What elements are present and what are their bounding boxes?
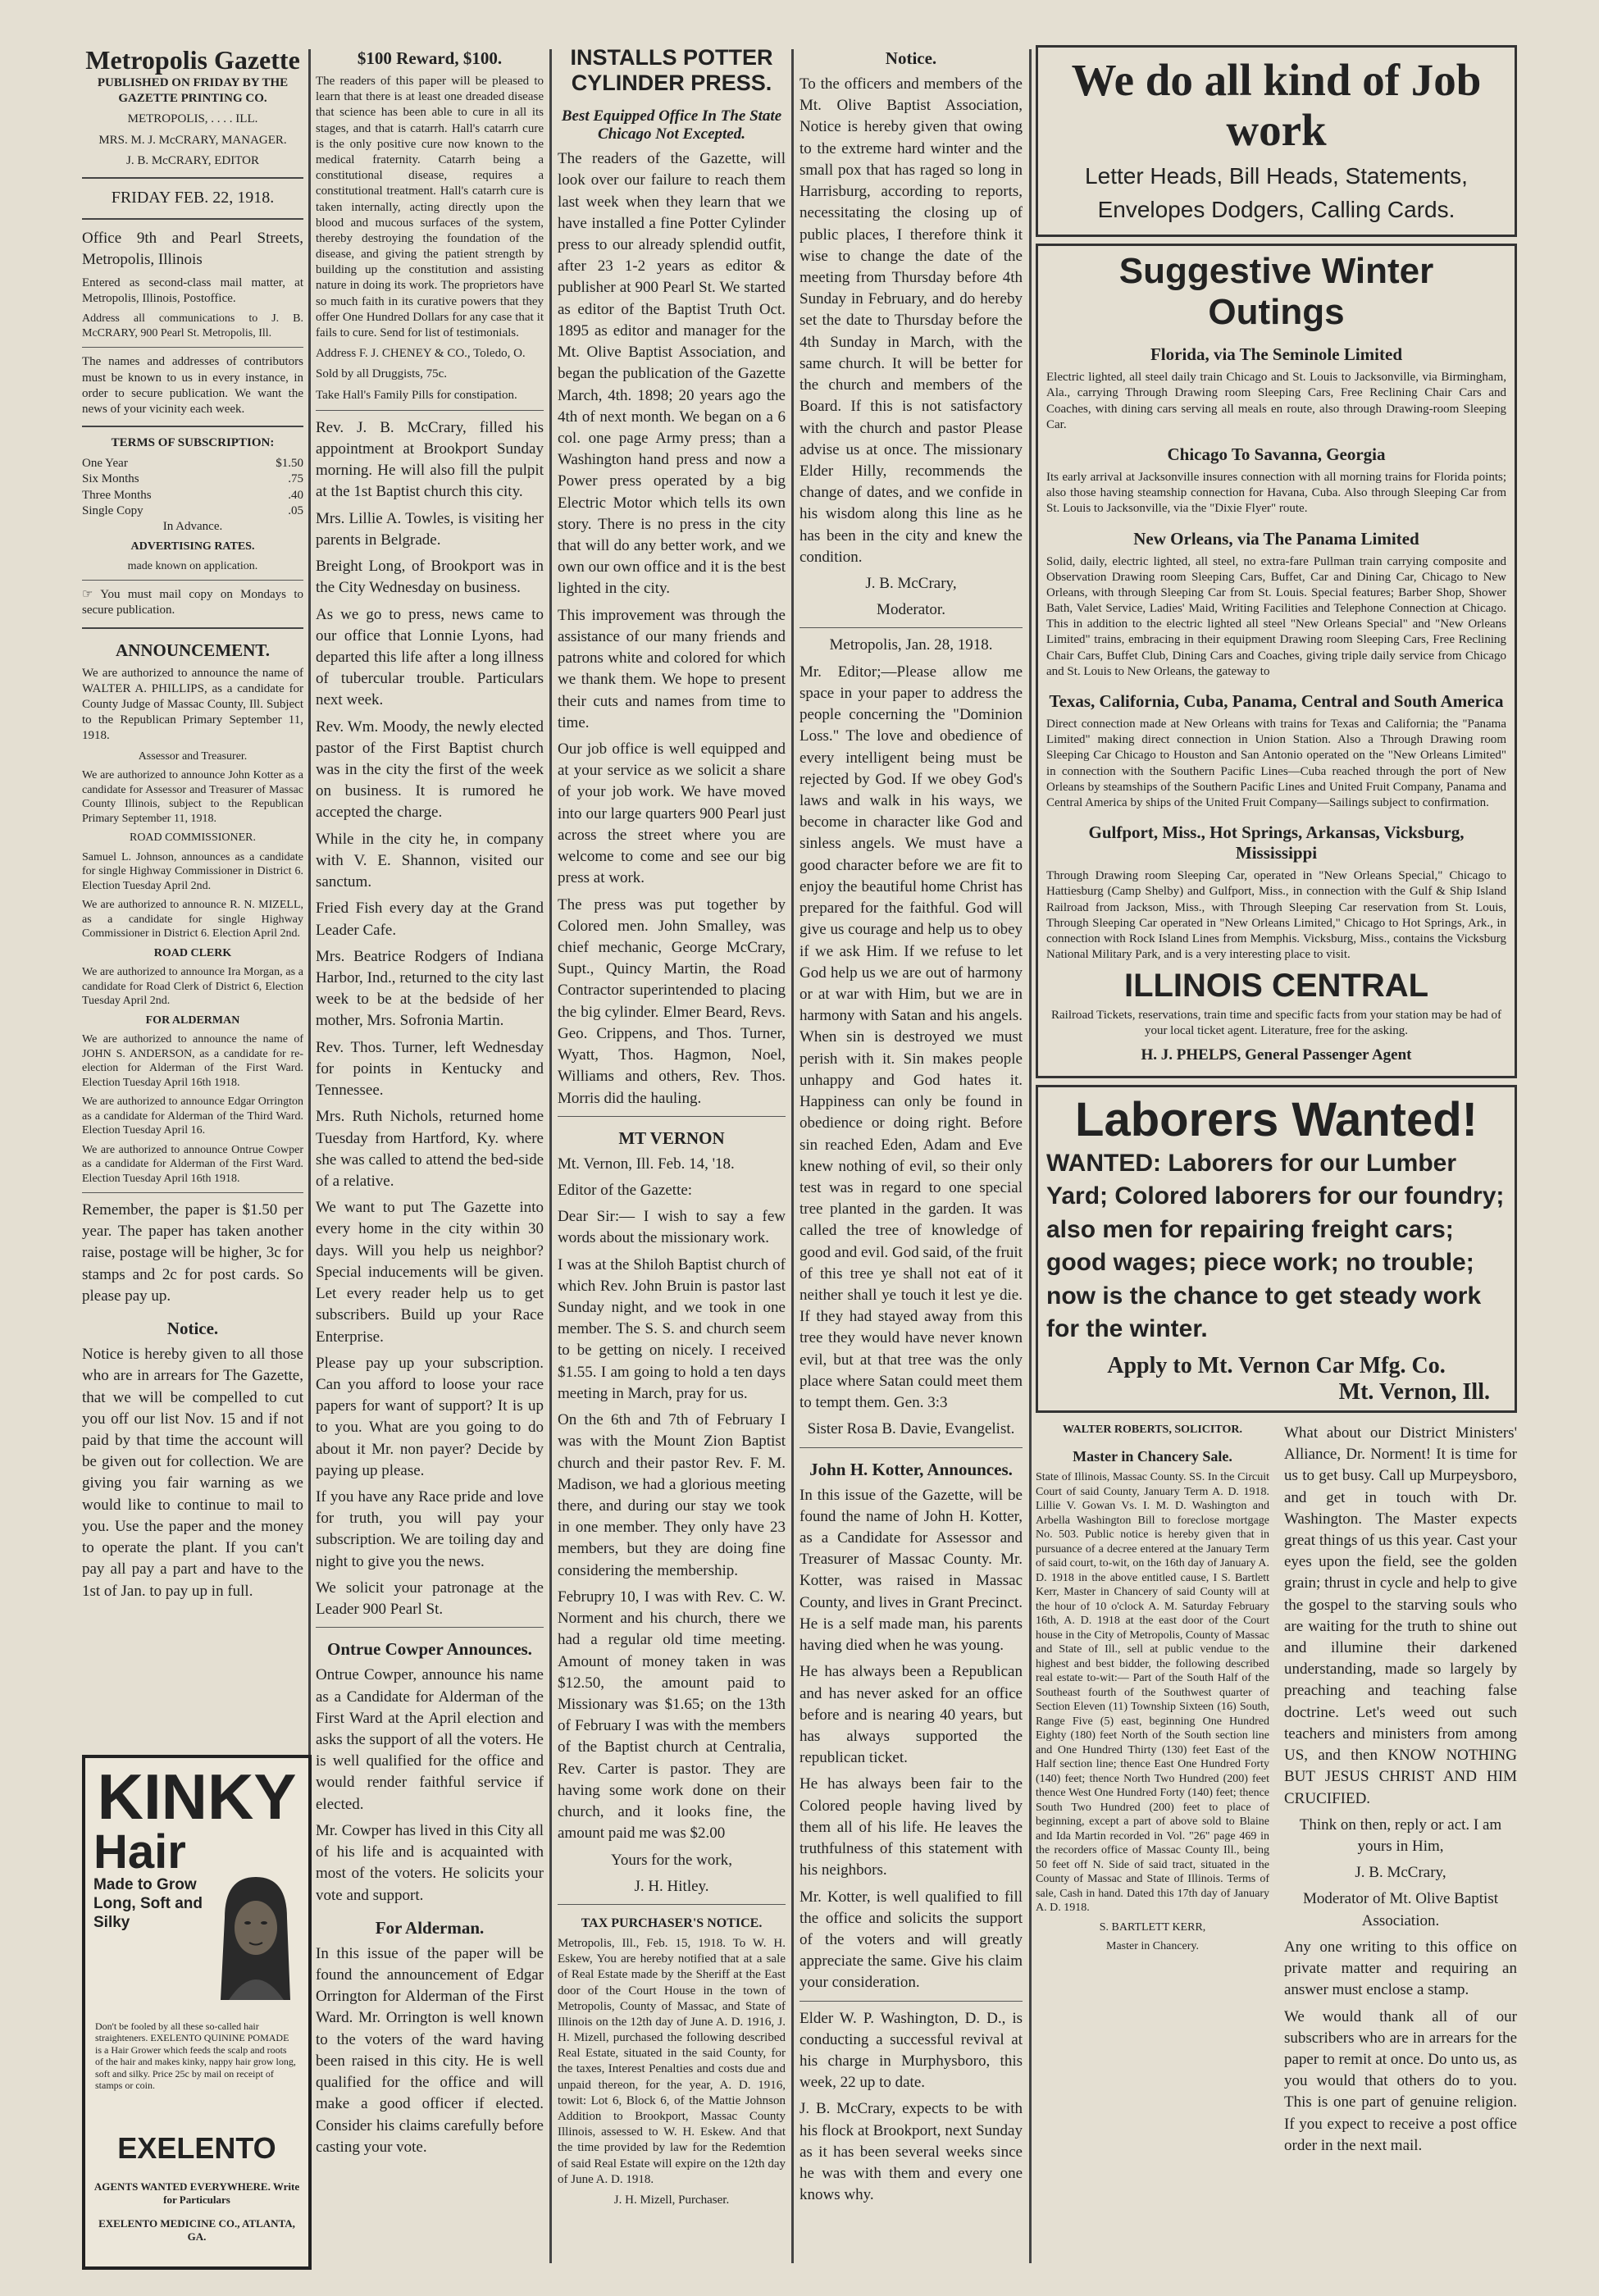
kinky-brand: EXELENTO (117, 2131, 276, 2165)
ministers-signer: J. B. McCrary, (1355, 1864, 1446, 1882)
divider (82, 426, 303, 427)
local-news: Mrs. Beatrice Rodgers of Indiana Harbor, Ind., returned to the city last week to be at the bedside of her mother, Mrs. Sofronia Martin. (316, 947, 544, 1030)
column-rule (549, 49, 552, 2263)
terms-row (82, 472, 303, 487)
woman-portrait-icon (208, 1869, 303, 2008)
cowper-text: Mr. Cowper has lived in this City all of his life and is acquainted with most of the voters. He solicits your vote and support. (316, 1821, 544, 1904)
notice-signer: J. B. McCrary, (865, 575, 957, 593)
notice-heading: Notice. (885, 48, 937, 68)
place: METROPOLIS, . . . . ILL. (127, 112, 258, 126)
terms-label: Three Months (82, 488, 152, 502)
local-news: Fried Fish every day at the Grand Leader Cafe. (316, 900, 544, 939)
vernon-date: Mt. Vernon, Ill. Feb. 14, '18. (558, 1155, 735, 1173)
local-news: As we go to press, news came to our office that Lonnie Lyons, had departed this life after a long illness of tubercular trouble. Particulars next week. (316, 605, 544, 709)
florida-heading: Florida, via The Seminole Limited (1150, 344, 1403, 365)
master-text: State of Illinois, Massac County. SS. In the Circuit Court of said County, January Term A. D. 1918. Lillie V. Gowan Vs. I. M. D. Washington and Arbella Washington Bill to foreclose mortgage No. 503. Public notice is hereby given that in pursuance of a decree entered at the January Term of said court, to-wit, on the 16th day of January A. D. 1918 in the above entitled cause, I S. Bartlett Kerr, Master in Chancery of said County will at the hour of 10 o'clock A. M. Saturday February 16th, A. D. 1918 at the east door of the Court house in the City of Metropolis, County of Massac and State of Ill., sell at public vendue to the highest and best bidder, the following described real estate to-wit:— Part of the South Half of the Southeast fourth of the Southwest quarter of Section Eleven (11) Township Sixteen (16) South, Range Five (5) east, beginning One Hundred Eighty (180) feet North of the South section line and One Hundred Thirty (130) feet East of the Half section line; thence East One Hundred Forty (140) feet; thence North Two Hundred (200) feet thence West One Hundred Forty (140) feet; thence South Two Hundred (200) feet to place of beginning, except a part of above sold to Blaine and Ida Martin recorded in Vol. "26" page 469 in the recorders office of Massac County Ill., being 50 feet off N. Side of said tract, situated in the County of Massac and State of Illinois. Terms of sale, Cash in hand. Dated this 17th day of January A. D. 1918. (1036, 1471, 1269, 1915)
vernon-signer: J. H. Hitley. (634, 1877, 709, 1895)
local-news: While in the city he, in company with V. E. Shannon, visited our sanctum. (316, 830, 544, 891)
reward-heading: $100 Reward, $100. (357, 48, 503, 68)
kinky-hair-ad (82, 1755, 312, 2270)
vernon-text: Februpry 10, I was with Rev. C. W. Norment and his church, there we had a regular old time meeting. Amount of money taken in was $12.50, the amount paid to Missionary was $1.65; on the 13th of February I was with the members of the Baptist church at Centralia, Rev. Carter is pastor. They are having some work done on their church, and it looks fine, the amount paid me was $2.00 (558, 1588, 786, 1843)
terms-list (82, 456, 303, 519)
savanna-heading: Chicago To Savanna, Georgia (1167, 444, 1386, 464)
column-3 (558, 45, 786, 2213)
kotter-text: He has always been a Republican and has never asked for an office before and is nearing 40 years, but has always supported the republican ticket. (800, 1663, 1023, 1767)
florida-text: Electric lighted, all steel daily train Chicago and St. Louis to Jacksonville, via Birmingham, Ala., carrying Through Drawing room Sleeping Cars, Free Reclining Chair Cars and Coaches, with dining cars serving all meals en route, also through Drawing-room Sleeping Car. (1046, 371, 1506, 431)
illinois-central-ad (1036, 244, 1517, 1078)
copy-notice (82, 587, 303, 618)
kotter-text: He has always been fair to the Colored people having lived by them all of his life. He leaves the truthfulness of this statement with his neighbors. (800, 1775, 1023, 1879)
laborers-apply: Apply to Mt. Vernon Car Mfg. Co. (1107, 1352, 1446, 1378)
notice-heading: Notice. (166, 1319, 219, 1339)
local-news: Rev. Wm. Moody, the newly elected pastor of the First Baptist church was in the city the first of the week on business. It is rumored he accepted the charge. (316, 718, 544, 822)
column-rule (791, 49, 794, 2263)
local-news: If you have any Race pride and love for truth, you will pay your subscription. We are toiling day and night to give you the news. (316, 1488, 544, 1570)
job-work-ad (1036, 45, 1517, 237)
divider (82, 177, 303, 179)
illinois-central-text: Railroad Tickets, reservations, train time and specific facts from your station may be had of your local ticket agent. Literature, free for the asking. (1050, 1009, 1502, 1038)
alderman-text: In this issue of the paper will be found the announcement of Edgar Orrington for Alderman of the First Ward. Mr. Orrington is well known to the voters of the ward having been raised in this city. He is well qualified for the office and will make a good officer if elected. Consider his claims carefully before casting your vote. (316, 1944, 544, 2156)
divider (82, 218, 303, 220)
divider (800, 2001, 1023, 2002)
master-signer: S. BARTLETT KERR, (1099, 1920, 1206, 1934)
gulf-heading: Gulfport, Miss., Hot Springs, Arkansas, Vicksburg, Mississippi (1088, 822, 1465, 863)
issue-date: FRIDAY FEB. 22, 1918. (111, 188, 275, 207)
ministers-text: What about our District Ministers' Alliance, Dr. Norment! It is time for us to get busy. Call up Murpeysboro, and get in touch with Dr. Washington. The Master expects great things of us this year. Cast your eyes upon the field, see the golden grain; thrust in cycle and help to give the gospel to the starving souls who are waiting for the truth to shine out and illumine their darkened understanding, made so largely by preaching and teaching false doctrine. Let's weed out such teachers and ministers from among US, and then KNOW NOTHING BUT JESUS CHRIST AND HIM CRUCIFIED. (1284, 1424, 1517, 1807)
local-news: Rev. J. B. McCrary, filled his appointment at Brookport Sunday morning. He will also fill the pulpit at the 1st Baptist church this city. (316, 418, 544, 501)
solicitor: WALTER ROBERTS, SOLICITOR. (1063, 1423, 1242, 1436)
pointing-hand-icon: ☞ (82, 588, 101, 602)
cowper-heading: Ontrue Cowper Announces. (327, 1639, 532, 1660)
terms-heading: TERMS OF SUBSCRIPTION: (111, 436, 275, 450)
kinky-agents: AGENTS WANTED EVERYWHERE. Write for Particulars (93, 2180, 300, 2207)
press-subheading: Best Equipped Office In The State Chicago Not Excepted. (561, 107, 782, 144)
master-heading: Master in Chancery Sale. (1073, 1448, 1232, 1465)
tax-sign: J. H. Mizell, Purchaser. (613, 2193, 730, 2207)
letter-date: Metropolis, Jan. 28, 1918. (829, 636, 993, 654)
job-work-list: Letter Heads, Bill Heads, Statements, Envelopes Dodgers, Calling Cards. (1085, 163, 1468, 222)
laborers-place: Mt. Vernon, Ill. (1338, 1378, 1490, 1405)
terms-price: .40 (288, 488, 303, 502)
job-work-title: We do all kind of Job work (1071, 55, 1482, 155)
alderman-anderson: We are authorized to announce the name of JOHN S. ANDERSON, as a candidate for re-election for Alderman of the First Ward. Election Tuesday April 16th 1918. (82, 1033, 303, 1089)
kinky-body: Don't be fooled by all these so-called hair straighteners. EXELENTO QUININE POMADE is a Hair Grower which feeds the scalp and roots of the hair and makes kinky, nappy hair grow long, soft and silky. Price 25c by mail on receipt of stamps or coin. (95, 2020, 296, 2091)
published-by: PUBLISHED ON FRIDAY BY THE GAZETTE PRINTING CO. (97, 76, 289, 106)
gulf-text: Through Drawing room Sleeping Car, operated in "New Orleans Special," Chicago to Hattiesburg (Camp Shelby) and Gulfport, Miss., in connection with the Gulf & Ship Island Railroad from Jackson, Miss., with Through Sleeping Car reservation from St. Louis, Through Sleeping Car operated in "New Orleans Limited," Chicago to Hot Springs, Ark., in connection with Rock Island Lines from Memphis. Vicksburg, Miss., contains the Vicksburg National Military Park, and is a very interesting place to visit. (1046, 869, 1506, 962)
divider (800, 1447, 1023, 1448)
laborers-text: WANTED: Laborers for our Lumber Yard; Colored laborers for our foundry; also men for repairing freight cars; good wages; piece work; no trouble; now is the chance to get steady work for the winter. (1046, 1149, 1505, 1343)
letter-text: Mr. Editor;—Please allow me space in your paper to address the people concerning the "Dominion Loss." The love and obedience of every intelligent being must be rejected by God. If we obey God's laws and walk in his ways, we become in character like God and sinless angels. We must have a good character before we are fit to enjoy the beautiful home Christ has prepared for the faithful. God will give us courage and help us to obey if we ask Him. If we refuse to let God help us we are out of harmony or at war with Him, but we are in harmony with Satan and his angels. When sin is destroyed we must perish with it. Sin makes people unhappy and God hates it. Happiness can only be found in obedience or doing right. Before sin reached Eden, Adam and Eve knew nothing of evil, so their only test was in regard to one special tree planted in the garden. It was called the tree of knowledge of good and evil. God said, of the fruit of this tree ye shall not eat of it neither shall ye touch it lest ye die. If they had stayed away from this tree they would have never known evil, but at that tree was the only place where Satan could meet them to tempt them. Gen. 3:3 (800, 663, 1023, 1412)
local-news: Rev. Thos. Turner, left Wednesday for points in Kentucky and Tennessee. (316, 1038, 544, 1100)
divider (316, 1627, 544, 1628)
press-text: Our job office is well equipped and at your service as we solicit a share of your job work. We have moved into our large quarters 900 Pearl just across the street where you are welcome to come and see our big press at work. (558, 740, 786, 887)
ministers-arrears: We would thank all of our subscribers who are in arrears for the paper to remit at once. Do unto us, as you would that others do to you. This is one part of genuine religion. If you expect to receive a post office order in the next mail. (1284, 2007, 1517, 2154)
divider (800, 627, 1023, 628)
terms-label: Six Months (82, 472, 139, 486)
local-news: Breight Long, of Brookport was in the City Wednesday on business. (316, 558, 544, 597)
alderman-edgar: We are authorized to announce Edgar Orrington as a candidate for Alderman of the Third Ward. Election Tuesday April 16. (82, 1096, 303, 1137)
local-news: We solicit your patronage at the Leader 900 Pearl St. (316, 1578, 544, 1619)
column-rule (1029, 49, 1032, 2263)
local-news: Please pay up your subscription. Can you afford to loose your race papers for want of support? It is up to you. What are you going to do about it Mr. non payer? Decide by paying up please. (316, 1354, 544, 1479)
tax-text: Metropolis, Ill., Feb. 15, 1918. To W. H. Eskew, You are hereby notified that at a sale of Real Estate made by the Sheriff at the East door of the Court House in the town of Metropolis, County of Massac, and State of Illinois on the 12th day of June A. D. 1916, J. H. Mizell, purchased the following described Real Estate, situated in the said County, for the taxes, Interest Penalties and costs due and unpaid thereon, for the year, A. D. 1916, towit: Lot 6, Block 6, of the Mattie Johnson Addition to Brookport, Massac County Illinois, assessed to W. H. Eskew. And that the time provided by law for the Redemtion of said Real Estate will expire on the 12th day of June A. D. 1918. (558, 1936, 786, 2186)
illinois-central-agent: H. J. PHELPS, General Passenger Agent (1141, 1046, 1412, 1064)
alderman-cowper: We are authorized to announce Ontrue Cowper as a candidate for Alderman of the First Ward. Election Tuesday April 16th 1918. (82, 1143, 303, 1185)
terms-label: Single Copy (82, 503, 144, 517)
road-johnson: Samuel L. Johnson, announces as a candidate for single Highway Commissioner in District 6. Election Tuesday April 2nd. (82, 850, 303, 892)
divider (316, 410, 544, 411)
kinky-hair: Hair (93, 1825, 186, 1879)
reward-sold: Sold by all Druggists, 75c. (316, 367, 447, 381)
announcement-heading: ANNOUNCEMENT. (115, 640, 271, 660)
advertising-heading: ADVERTISING RATES. (130, 540, 255, 554)
orleans-text: Solid, daily, electric lighted, all steel, no extra-fare Pullman train carrying composite and Observation Drawing room Sleeping Cars, Buffet, Car and Dining Car, Chicago to New Orleans, with through Sleeping Car from St. Louis. Special features; Barber Shop, Shower Bath, Valet Service, Ladies' Maid, Writing Facilities and Telephone Connection at Chicago. This in addition to the electric lighted all steel "New Orleans Special" and "New Orleans Limited" trains, embracing in their equipment Drawing room Sleeping Cars, Free Reclining Chair Cars, Buffet Club, Dining Cars and Coaches, giving triple daily service from Chicago and St. Louis to New Orleans, the gateway to (1046, 554, 1506, 678)
assessor-heading: Assessor and Treasurer. (138, 749, 248, 763)
ministers-note (1284, 1423, 1517, 2162)
cowper-text: Ontrue Cowper, announce his name as a Candidate for Alderman of the First Ward at the April election and asks the support of all the voters. He is well qualified for the office and would render faithful service if elected. (316, 1666, 544, 1813)
washington-text: Elder W. P. Washington, D. D., is conducting a successful revival at his charge in Murphysboro, this week, 22 up to date. (800, 2009, 1023, 2092)
column-2 (316, 45, 544, 2163)
divider (82, 627, 303, 629)
reward-address: Address F. J. CHENEY & CO., Toledo, O. (316, 347, 526, 361)
divider (558, 1904, 786, 1905)
savanna-text: Its early arrival at Jacksonville insures connection with all morning trains for Florida points; also those having steamship connection for Havana, Cuba. Also through Sleeping Car from St. Louis to Jacksonville, via the "Dixie Flyer" route. (1046, 470, 1506, 516)
column-1 (82, 45, 303, 1607)
notice-title: Moderator. (877, 601, 945, 619)
laborers-heading: Laborers Wanted! (1075, 1092, 1478, 1146)
terms-row (82, 488, 303, 503)
road-heading: ROAD COMMISSIONER. (129, 831, 257, 845)
local-news: Mrs. Ruth Nichols, returned home Tuesday from Hartford, Ky. where she was called to attend the bed-side of a relative. (316, 1108, 544, 1190)
kinky-company: EXELENTO MEDICINE CO., ATLANTA, GA. (98, 2217, 295, 2244)
press-text: The press was put together by Colored men. John Smalley, was chief mechanic, George McCrary, Supt., Quincy Martin, the Road Contractor superintended to placing the big cylinder. Elmer Beard, Revs. Geo. Crippens, and Thos. Turner, Wyatt, Thos. Hagmon, Noel, Williams and others, Rev. Thos. Morris did the hauling. (558, 895, 786, 1107)
terms-price: .05 (288, 503, 303, 517)
kotter-text: Mr. Kotter, is well qualified to fill the office and solicits the support of the voters and will greatly appreciate the same. Give his claim your consideration. (800, 1888, 1023, 1992)
laborers-ad (1036, 1085, 1517, 1413)
terms-row (82, 456, 303, 472)
local-news: We want to put The Gazette into every home in the city within 30 days. Will you help us neighbor? Special inducements will be given. Let every reader help us to get subscribers. Build up your Race Enterprise. (316, 1199, 544, 1346)
texas-heading: Texas, California, Cuba, Panama, Central and South America (1049, 691, 1504, 711)
clerk-heading: ROAD CLERK (153, 946, 232, 959)
announce-judge: We are authorized to announce the name of WALTER A. PHILLIPS, as a candidate for County Judge of Massac County, Ill. Subject to the Republican Primary September 11, 1918. (82, 666, 303, 743)
editor: J. B. McCRARY, EDITOR (126, 153, 259, 167)
advertising-text: made known on application. (127, 559, 258, 572)
assessor-text: We are authorized to announce John Kotter as a candidate for Assessor and Treasurer of Massac County Illinois, subject to the Republican Primary September 11, 1918. (82, 769, 303, 825)
kinky-title: KINKY (97, 1761, 297, 1833)
in-advance: In Advance. (162, 520, 223, 534)
notice-text: Notice is hereby given to all those who are in arrears for The Gazette, that we will be compelled to cut you off our list Nov. 15 and if not paid by that time the account will be given out for collection. We are giving you fair warning as we would like to continue to mail to you. Use the paper and the money to operate the plant. If you can't pay all pay a part and have to the 1st of Jan. to pay up in full. (82, 1346, 303, 1600)
terms-price: .75 (288, 472, 303, 486)
tax-heading: TAX PURCHASER'S NOTICE. (581, 1916, 763, 1930)
letter-sign: Sister Rosa B. Davie, Evangelist. (807, 1420, 1015, 1438)
vernon-text: On the 6th and 7th of February I was with the Mount Zion Baptist church and their pastor Rev. F. M. Madison, we had a glorious meeting there, and during our stay we took in one member. They only have 23 members, but they are doing fine considering the membership. (558, 1411, 786, 1579)
column-5 (1036, 45, 1517, 2162)
alderman-heading: FOR ALDERMAN (145, 1014, 240, 1027)
column-4 (800, 45, 1023, 2212)
kinky-made: Made to Grow Long, Soft and Silky (93, 1876, 203, 1931)
press-text: The readers of the Gazette, will look over our failure to reach them last week when they learn that we have installed a fine Potter Cylinder press to our already splendid outfit, after 23 1-2 years as editor & publisher at 900 Pearl St. We started as editor of the Baptist Truth Oct. 1895 as editor and manager for the Mt. Olive Baptist Association, and began the publication of the Gazette March, 4th. 1898; 20 years ago the 4th of next month. We began on a 6 col. one page Army press; than a Washington hand press and now a Power press operated by a big Electric Motor which tells its own story. There is no press in the city that will do any better work, and we own our own office and it is the best lighted in the city. (558, 150, 786, 598)
notice-text: To the officers and members of the Mt. Olive Baptist Association, Notice is hereby given that owing to the extreme hard winter and the small pox that has raged so long in Harrisburg, according to reports, necessitating the closing up of public places, I therefore think it wise to change the date of the meeting from Thursday before 4th Sunday in February, and do hereby set the date to Thursday before the 4th Sunday in March, with the same church. It will be better for the church and members of the Board. If this is not satisfactory with the church and pastor Please advise us at once. The missionary Elder Hilly, recommends the change of dates, and we confide in his wisdom along this line as he has been in the city and knew the condition. (800, 75, 1023, 566)
mccrary-text: J. B. McCrary, expects to be with his flock at Brookport, next Sunday as it has been several weeks since he was with them and every one knows why. (800, 2100, 1023, 2204)
ministers-stamp: Any one writing to this office on private matter and requiring an answer must enclose a stamp. (1284, 1938, 1517, 1999)
entered-notice: Entered as second-class mail matter, at Metropolis, Illinois, Postoffice. (82, 276, 303, 306)
remember-text: Remember, the paper is $1.50 per year. The paper has taken another raise, postage will be higher, 3c for stamps and 2c for post cards. So please pay up. (82, 1201, 303, 1305)
illinois-central-title: ILLINOIS CENTRAL (1123, 968, 1429, 1004)
road-mizell: We are authorized to announce R. N. MIZELL, as a candidate for single Highway Commissioner in District 6. Election April 2nd. (82, 899, 303, 941)
chancery-sale (1036, 1423, 1269, 2162)
divider (82, 1192, 303, 1193)
reward-pills: Take Hall's Family Pills for constipation. (316, 388, 517, 402)
terms-price: $1.50 (276, 457, 303, 471)
vernon-heading: MT VERNON (618, 1128, 725, 1148)
vernon-text: I was at the Shiloh Baptist church of which Rev. John Bruin is pastor last Sunday night, and we took in one member. The S. S. and church seem to be getting on nicely. I received $1.55. I am going to hold a ten days meeting in March, pray for us. (558, 1255, 786, 1402)
office-address: Office 9th and Pearl Streets, Metropolis, Illinois (82, 229, 303, 268)
divider (558, 1116, 786, 1117)
kotter-heading: John H. Kotter, Announces. (809, 1459, 1013, 1479)
vernon-text: Dear Sir:— I wish to say a few words about the missionary work. (558, 1208, 786, 1247)
vernon-text: Editor of the Gazette: (558, 1181, 693, 1199)
texas-text: Direct connection made at New Orleans with trains for Texas and California; the "Panama Limited" making direct connection in Union Station. Also a Through Drawing room Sleeping Car Chicago to Houston and San Antonio operated on the "New Orleans Limited" in connection with the Southern Pacific Lines—Cuba reached through the port of New Orleans by steamships of the Southern Pacific Lines and United Fruit Company, Panama and Central America by ships of the United Fruit Company—Sailings subject to confirmation. (1046, 718, 1506, 809)
reward-text: The readers of this paper will be pleased to learn that there is at least one dreaded disease that science has been able to cure in all its stages, and that is catarrh. Hall's catarrh cure is the only positive cure now known to the medical fraternity. Catarrh being a constitutional disease, requires a constitutional treatment. Hall's catarrh cure is taken internally, acting directly upon the blood and mucous surfaces of the system, thereby destroying the foundation of the disease, and giving the patient strength by building up the constitution and assisting nature in doing its work. The proprietors have so much faith in its curative powers that they offer One Hundred Dollars for any case that it fails to cure. Send for list of testimonials. (316, 75, 544, 339)
vernon-sign: Yours for the work, (611, 1851, 732, 1869)
clerk-text: We are authorized to announce Ira Morgan, as a candidate for Road Clerk of District 6, Election Tuesday April 2nd. (82, 966, 303, 1008)
copy-notice-text: You must mail copy on Mondays to secure publication. (82, 588, 303, 617)
manager: MRS. M. J. McCRARY, MANAGER. (98, 133, 287, 147)
divider (82, 347, 303, 348)
kotter-text: In this issue of the Gazette, will be found the name of John H. Kotter, as a Candidate for Assessor and Treasurer of Massac County. Mr. Kotter, was raised in Massac County, and lives in Grant Precinct. He is a self made man, his parents having died when he was young. (800, 1486, 1023, 1655)
ministers-title: Moderator of Mt. Olive Baptist Association. (1303, 1890, 1498, 1929)
orleans-heading: New Orleans, via The Panama Limited (1133, 528, 1419, 549)
press-text: This improvement was through the assistance of our many friends and patrons white and colored for which we thank them. We hope to present their cuts and names from time to time. (558, 606, 786, 731)
local-news: Mrs. Lillie A. Towles, is visiting her parents in Belgrade. (316, 509, 544, 549)
terms-label: One Year (82, 457, 128, 471)
press-heading: INSTALLS POTTER CYLINDER PRESS. (570, 45, 773, 96)
bottom-section (1036, 1423, 1517, 2162)
names-notice: The names and addresses of contributors must be known to us in every instance, in order to secure publication. We want the news of your vicinity each week. (82, 355, 303, 416)
terms-row (82, 503, 303, 519)
winter-heading: Suggestive Winter Outings (1118, 251, 1434, 333)
master-title: Master in Chancery. (1106, 1940, 1199, 1953)
divider (82, 580, 303, 581)
masthead: Metropolis Gazette (85, 45, 300, 75)
communications: Address all communications to J. B. McCRARY, 900 Pearl St. Metropolis, Ill. (82, 312, 303, 339)
ministers-think: Think on then, reply or act. I am yours in Him, (1299, 1815, 1502, 1855)
alderman-heading: For Alderman. (375, 1917, 485, 1938)
